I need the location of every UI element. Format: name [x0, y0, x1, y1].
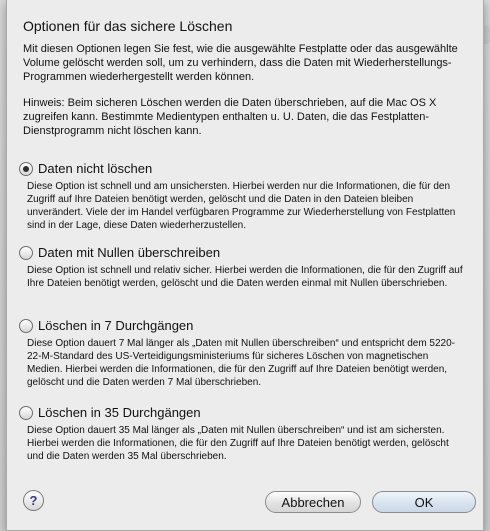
option-label[interactable]: Löschen in 35 Durchgängen [38, 405, 201, 420]
dialog-intro-text: Mit diesen Optionen legen Sie fest, wie die ausgewählte Festplatte oder das ausgewählte Volume gelöscht werden soll, um zu verhindern, dass die Daten mit Wiederherstellungs-Programmen wiederhergestellt werden können. [23, 43, 458, 83]
radio-row-zero-out[interactable] [19, 245, 469, 260]
option-35-pass [19, 405, 469, 463]
option-7-pass [19, 318, 469, 389]
question-mark-icon: ? [29, 493, 38, 508]
radio-button-35-pass[interactable] [19, 406, 33, 420]
option-description: Diese Option ist schnell und am unsichersten. Hierbei werden nur die Informationen, die für den Zugriff auf Ihre Dateien benötigt werden, gelöscht und die Daten in den Dateien bleiben unverändert. Viele der im Handel verfügbaren Programme zur Wiederherstellung von Festplatten sind in der Lage, diese Daten wiederherzustellen. [27, 181, 456, 231]
option-zero-out [19, 245, 469, 290]
radio-row-35-pass[interactable] [19, 405, 469, 420]
radio-button-no-erase[interactable] [19, 162, 33, 176]
radio-button-zero-out[interactable] [19, 246, 33, 260]
radio-row-no-erase[interactable] [19, 161, 469, 176]
option-label[interactable]: Daten mit Nullen überschreiben [38, 245, 221, 260]
option-description: Diese Option dauert 35 Mal länger als „Daten mit Nullen überschreiben“ und ist am sichersten. Hierbei werden die Informationen, die für den Zugriff auf Ihre Dateien benötigt werden, gelöscht und die Daten werden 35 Mal überschrieben. [27, 425, 449, 462]
ok-button[interactable]: OK [372, 491, 476, 513]
option-label[interactable]: Löschen in 7 Durchgängen [38, 318, 194, 333]
option-label[interactable]: Daten nicht löschen [38, 161, 153, 176]
cancel-button[interactable]: Abbrechen [265, 491, 361, 513]
radio-button-7-pass[interactable] [19, 319, 33, 333]
option-description: Diese Option dauert 7 Mal länger als „Daten mit Nullen überschreiben“ und entspricht dem 5220-22-M-Standard des US-Verteidigungsministeriums für sicheres Löschen von magnetischen Medien. Hierbei werden die Informationen, die für den Zugriff auf Ihre Dateien benötigt werden, gelöscht und die Daten werden 7 Mal überschrieben. [27, 338, 456, 388]
dialog-title: Optionen für das sichere Löschen [23, 18, 233, 34]
option-description: Diese Option ist schnell und relativ sicher. Hierbei werden die Informationen, die für den Zugriff auf Ihre Dateien benötigt werden, gelöscht und die Daten werden einmal mit Nullen überschrieben. [27, 265, 463, 289]
secure-erase-options-sheet [6, 0, 484, 531]
option-no-erase [19, 161, 469, 232]
dialog-note-text: Hinweis: Beim sicheren Löschen werden die Daten überschrieben, auf die Mac OS X zugreifen kann. Bestimmte Medientypen enthalten u. U. Daten, die das Festplatten-Dienstprogramm nicht löschen kann. [23, 97, 437, 137]
help-button[interactable] [23, 490, 44, 511]
radio-row-7-pass[interactable] [19, 318, 469, 333]
